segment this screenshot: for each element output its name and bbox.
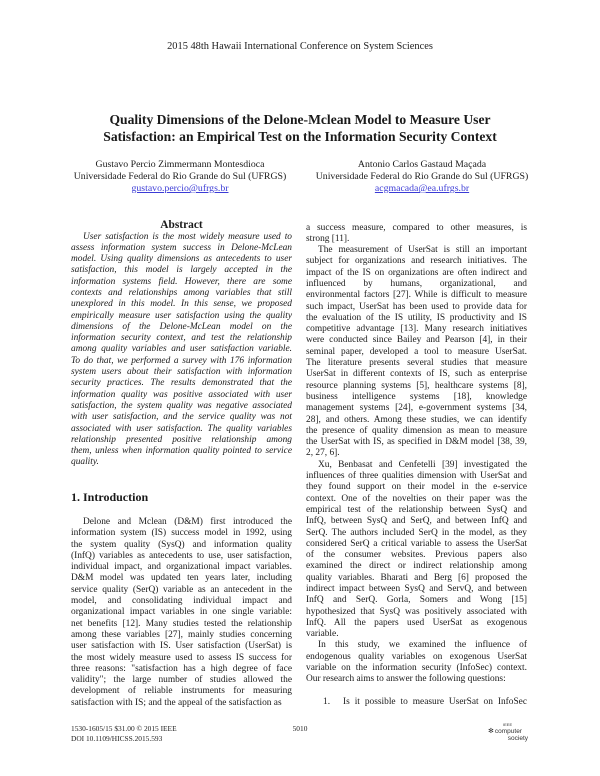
text-line: them, unless when information quality pointed to service	[71, 446, 292, 457]
text-line: system users about their satisfaction with information	[71, 367, 292, 378]
text-line: of the consumer websites. Previous papers also	[306, 550, 527, 561]
text-line: quality variables. Bharati and Berg [6] proposed the	[306, 572, 527, 583]
text-line: three reasons: "satisfaction has a high degree of face	[71, 663, 292, 674]
text-line: strong [11].	[306, 233, 350, 244]
text-line: In this study, we examined the influence of	[318, 640, 527, 651]
text-line: among these variables [27], mainly studies concerning	[71, 629, 292, 640]
text-line: impact of the IS on organizations are often indirect and	[306, 267, 527, 278]
logo-line: IEEE	[503, 722, 513, 727]
paper-title	[0, 111, 600, 145]
abstract-heading: Abstract	[160, 219, 203, 231]
text-line: 28], and others. Among these studies, we can identify	[306, 414, 527, 425]
text-line: indirect impact between SysQ and ServQ, and between	[306, 584, 527, 594]
text-line: SerQ. The authors included SerQ in the model, as they	[306, 527, 527, 538]
text-line: User satisfaction is the most widely measure used to	[83, 231, 292, 242]
text-line: model, and consolidating individual impact and	[71, 596, 292, 607]
author-name: Gustavo Percio Zimmermann Montesdioca	[95, 159, 265, 170]
text-line: information quality was positive associated with user	[71, 389, 292, 400]
text-line: relationship presented positive relationship among	[71, 434, 292, 445]
page-number: 5010	[292, 724, 308, 733]
text-line: quality.	[71, 457, 99, 468]
text-line: influences of three qualities dimension with UserSat and	[306, 471, 527, 482]
author-affiliation: Universidade Federal do Rio Grande do Sul (UFRGS)	[73, 171, 287, 182]
text-line: the presence of quality dimension as mean to measure	[306, 425, 527, 436]
text-line: associated with user satisfaction. The quality variables	[71, 423, 292, 434]
text-line: model. Using quality dimensions as antecedents to user	[71, 254, 292, 265]
text-line: Our research aims to answer the following questions:	[306, 674, 506, 685]
text-line: 2, 27, 6].	[306, 448, 340, 459]
text-line: satisfaction, this model is largely accepted in the	[71, 265, 292, 276]
text-line: The literature presents several studies that measure	[306, 358, 527, 369]
title-line: Quality Dimensions of the Delone-Mclean Model to Measure User	[109, 112, 491, 127]
text-line: examined the direct or indirect relationship among	[306, 561, 527, 572]
doi-text: DOI 10.1109/HICSS.2015.593	[71, 734, 163, 743]
text-line: business intelligence systems [18], knowledge	[306, 391, 527, 402]
text-line: empirical test of the relationship between SysQ and	[306, 504, 527, 515]
author-block	[292, 159, 552, 195]
text-line: the UserSat with IS, as specified in D&M model [38, 39,	[306, 437, 527, 448]
text-line: net benefits [12]. Many studies tested the relationship	[71, 618, 292, 629]
text-line: empirically measure user satisfaction using the quality	[71, 310, 292, 321]
text-line: such impact, UserSat has been used to provide data for	[306, 301, 527, 312]
text-line: satisfaction with IS; and the appeal of the satisfaction as	[71, 697, 282, 708]
text-line: information system (IS) success model in 1992, using	[71, 528, 292, 539]
footer-copyright	[71, 724, 177, 744]
text-line: unexplored in this model. In this sense, we proposed	[71, 299, 292, 310]
author-email-link[interactable]: acgmacada@ea.ufrgs.br	[374, 183, 470, 194]
text-line: they found support on their model in the e-service	[306, 482, 527, 493]
text-line: The measurement of UserSat is still an important	[318, 245, 527, 256]
text-line: management systems [24], e-government systems [34,	[306, 403, 527, 414]
text-line: endogenous quality variables on exogenous UserSat	[306, 651, 527, 662]
text-line: were conducted since Bailey and Pearson [4], in their	[306, 335, 527, 346]
section-heading-introduction: 1. Introduction	[71, 490, 149, 504]
text-line: validity"; the large number of studies allowed the	[71, 675, 292, 686]
introduction-body	[71, 517, 292, 709]
title-line: Satisfaction: an Empirical Test on the Information Security Context	[103, 129, 497, 144]
author-affiliation: Universidade Federal do Rio Grande do Sul (UFRGS)	[315, 171, 529, 182]
text-line: the system quality (SysQ) and information quality	[71, 539, 292, 550]
text-line: service quality (SerQ) variable as an antecedent in the	[71, 584, 292, 595]
text-line: D&M model was updated ten years later, including	[71, 573, 292, 584]
text-line: security practices. The results demonstrated that the	[71, 378, 292, 389]
introduction-body-continued	[306, 223, 527, 686]
text-line: seminal paper, developed a tool to measure UserSat.	[306, 346, 527, 357]
text-line: influenced by humans, organizational, and	[306, 278, 527, 289]
logo-line: computer	[494, 728, 522, 735]
list-text: Is it possible to measure UserSat on InfoSec	[343, 697, 527, 707]
text-line: To do that, we performed a survey with 176 information	[71, 355, 292, 366]
text-line: variable.	[306, 629, 339, 640]
text-line: Xu, Benbasat and Cenfetelli [39] investigated the	[318, 459, 527, 470]
text-line: with user satisfaction, and the service quality was not	[71, 412, 292, 423]
list-number: 1.	[323, 697, 331, 707]
text-line: user satisfaction with IS. User satisfaction (UserSat) is	[71, 641, 292, 652]
text-line: considered SerQ a critical variable to assess the UserSat	[306, 538, 527, 549]
abstract-body	[71, 232, 292, 469]
text-line: organizational impact variables in one single variable:	[71, 607, 292, 618]
text-line: variable on the information security (InfoSec) context.	[306, 663, 527, 674]
text-line: resource planning systems [5], healthcare systems [8],	[306, 380, 527, 391]
text-line: among quality variables and user satisfaction variable.	[71, 344, 292, 355]
conference-header: 2015 48th Hawaii International Conference on System Sciences	[167, 41, 433, 52]
research-question-item	[306, 697, 527, 708]
author-email-link[interactable]: gustavo.percio@ufrgs.br	[131, 183, 229, 194]
text-line: the most widely measure used to assess IS success for	[71, 652, 292, 663]
text-line: the evaluation of the IS utility, IS productivity and IS	[306, 312, 527, 323]
author-name: Antonio Carlos Gastaud Maçada	[357, 159, 487, 170]
text-line: dimensions of the Delone-McLean model on the	[71, 321, 292, 332]
text-line: competitive advantage [13]. Many research initiatives	[306, 324, 527, 335]
text-line: subject for organizations and research initiatives. The	[306, 256, 527, 267]
logo-line: society	[507, 735, 528, 742]
text-line: (InfQ) variables as antecedents to use, user satisfaction,	[71, 550, 292, 561]
text-line: InfQ and SerQ. Gorla, Somers and Wong [15]	[306, 595, 527, 606]
text-line: InfQ, between SysQ and SerQ, and between InfQ and	[306, 516, 527, 527]
text-line: information systems field. However, there are some	[71, 276, 292, 287]
text-line: hypothesized that SysQ was positively associated with	[306, 606, 527, 617]
text-line: individual impact, and organizational impact variables.	[71, 562, 292, 573]
text-line: a success measure, compared to other measures, is	[306, 222, 527, 233]
text-line: context. One of the novelties on their paper was the	[306, 493, 527, 504]
text-line: UserSat in different contexts of IS, such as enterprise	[306, 369, 527, 380]
text-line: contexts and relationships among variables that still	[71, 287, 292, 298]
author-block	[50, 159, 310, 195]
text-line: InfQ. All the papers used UserSat as exogenous	[306, 617, 527, 628]
text-line: information security context, and test the relationship	[71, 333, 292, 344]
ieee-computer-society-logo	[488, 721, 528, 742]
text-line: development of reliable instruments for measuring	[71, 686, 292, 697]
text-line: assess information system success in Delone-McLean	[71, 242, 292, 253]
text-line: environmental factors [27]. While is difficult to measure	[306, 290, 527, 301]
logo-gear-icon: ✻	[488, 728, 494, 735]
issn-text: 1530-1605/15 $31.00 © 2015 IEEE	[71, 724, 177, 733]
text-line: satisfaction, the system quality was negative associated	[71, 400, 292, 411]
text-line: Delone and Mclean (D&M) first introduced the	[83, 517, 292, 527]
